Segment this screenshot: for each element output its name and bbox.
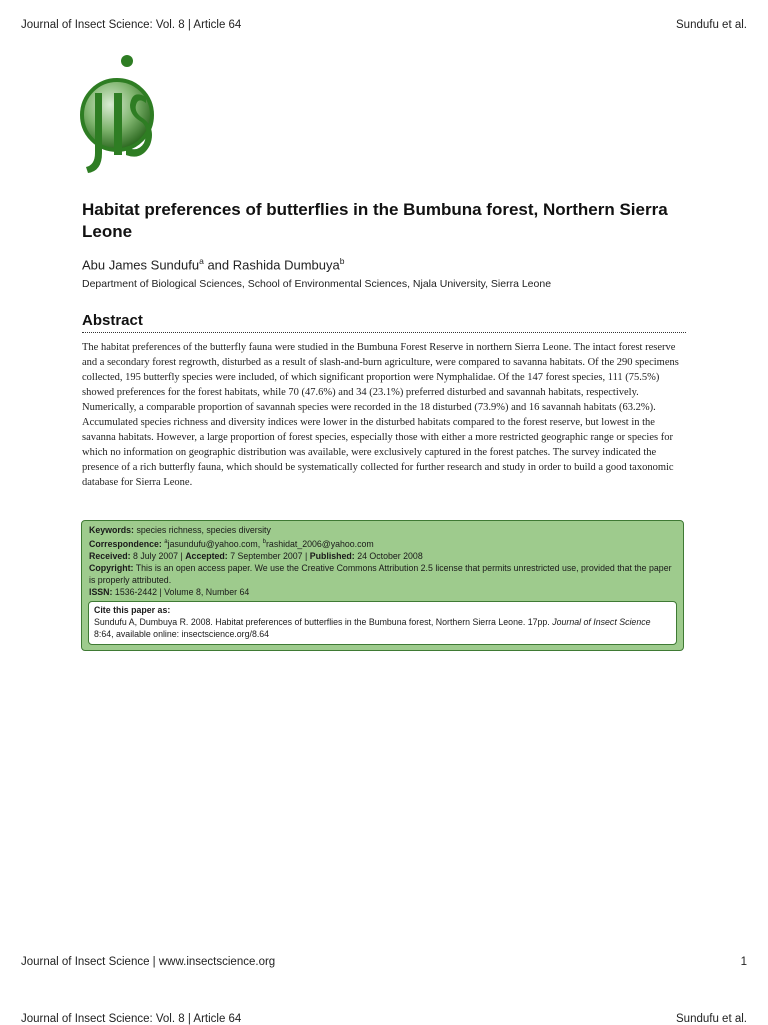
correspondence-line [89,536,676,550]
received-label: Received: [89,550,131,561]
keywords-value: species richness, species diversity [136,525,271,535]
copyright-line [89,562,676,586]
author-line [82,256,344,272]
running-header [21,19,747,31]
cite-reference: Sundufu A, Dumbuya R. 2008. Habitat preferences of butterflies in the Bumbuna forest, Northern Sierra Leone. 17pp. [94,617,550,627]
jis-logo-icon [80,53,154,177]
accepted-date: 7 September 2007 | [230,550,308,561]
issn-label: ISSN: [89,586,113,597]
published-label: Published: [309,550,355,561]
cite-box [88,601,677,645]
journal-volume-label: Journal of Insect Science: Vol. 8 | Article 64 [21,19,242,31]
copyright-text: This is an open access paper. We use the Creative Commons Attribution 2.5 license that permits unrestricted use, provided that the paper is properly attributed. [89,562,672,585]
received-date: 8 July 2007 | [133,550,183,561]
corr-email-a[interactable]: jasundufu@yahoo.com, [167,538,261,549]
keywords-label: Keywords: [89,525,134,535]
corr-sup-a: a [164,539,168,545]
author-and: and [207,257,230,273]
page-footer [21,956,747,968]
author-2-sup: b [339,256,345,266]
issn-line [89,586,676,598]
cite-tail[interactable]: 8:64, available online: insectscience.org/8.64 [94,629,270,639]
article-info-box [81,520,684,651]
issn-value: 1536-2442 | Volume 8, Number 64 [114,586,250,597]
abstract-heading: Abstract [82,312,686,333]
article-title: Habitat preferences of butterflies in the Bumbuna forest, Northern Sierra Leone [82,200,668,241]
cite-journal: Journal of Insect Science [552,617,651,627]
corr-email-b[interactable]: rashidat_2006@yahoo.com [266,538,374,549]
cite-text [94,616,671,640]
page-number: 1 [740,956,747,968]
published-date: 24 October 2008 [357,550,423,561]
correspondence-label: Correspondence: [89,538,162,549]
keywords-line [89,524,676,536]
author-2: Rashida Dumbuya [232,257,340,273]
author-1: Abu James Sundufu [82,257,200,273]
copyright-label: Copyright: [89,562,134,573]
journal-volume-label-next: Journal of Insect Science: Vol. 8 | Article 64 [21,1013,242,1025]
running-header-next-page [21,1013,747,1025]
authors-short: Sundufu et al. [676,19,747,31]
affiliation: Department of Biological Sciences, School of Environmental Sciences, Njala University, Sierra Leone [82,278,552,290]
author-1-sup: a [199,256,204,266]
cite-heading: Cite this paper as: [94,605,171,615]
dates-line [89,550,676,562]
accepted-label: Accepted: [185,550,228,561]
authors-short-next: Sundufu et al. [676,1013,747,1025]
footer-journal-link[interactable]: Journal of Insect Science | www.insectscience.org [21,956,276,968]
abstract-text: The habitat preferences of the butterfly fauna were studied in the Bumbuna Forest Reserve in northern Sierra Leone. The intact forest reserve and a secondary forest regrowth, disturbed as a result of slash-and-burn agriculture, were compared to savanna habitats. Of the 290 specimens collected, 195 butterfly species were included, of which significant proportion were Nymphalidae. Of the 147 forest species, 111 (75.5%) showed preferences for the forest habitats, while 70 (47.6%) and 34 (23.1%) preferred disturbed and savannah habitats, respectively. Numerically, a comparable proportion of savannah species were recorded in the 18 disturbed (73.9%) and 16 savannah habitats (63.2%). Accumulated species richness and diversity indices were lower in the disturbed habitats compared to the forest reserve, but lowest in the savanna habitats. However, a large proportion of forest species, especially those with either a more restricted geographic range or species for which no information on geographic distribution was available, were exclusively captured in the forest patches. The survey indicated the presence of a rich butterfly fauna, which should be systematically collected for further research and study in order to build a good taxonomic database for Sierra Leone. [82,342,679,488]
corr-sup-b: b [262,539,266,545]
